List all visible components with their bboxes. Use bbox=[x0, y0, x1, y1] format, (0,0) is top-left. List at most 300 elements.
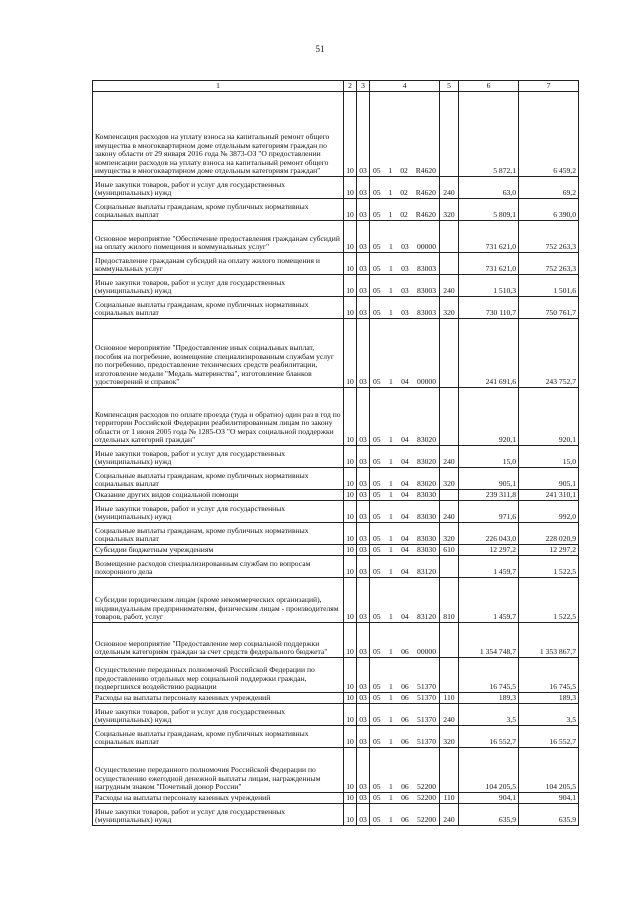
row-target-code bbox=[370, 92, 440, 177]
row-sum-col6: 63,0 bbox=[459, 177, 519, 199]
row-name: Основное мероприятие "Предоставление мер социальной поддержки отдельным категориям граждан за счет средств федерального бюджета" bbox=[93, 623, 344, 658]
row-sum-col7: 228 020,9 bbox=[519, 523, 579, 545]
table-row bbox=[93, 221, 579, 253]
row-subsection: 03 bbox=[357, 199, 370, 221]
table-row bbox=[93, 297, 579, 319]
row-expense-type bbox=[440, 748, 459, 793]
table-row bbox=[93, 501, 579, 523]
row-expense-type: 320 bbox=[440, 297, 459, 319]
row-sum-col7: 16 745,5 bbox=[519, 658, 579, 693]
row-target-code bbox=[370, 199, 440, 221]
row-subsection: 03 bbox=[357, 177, 370, 199]
row-expense-type: 320 bbox=[440, 523, 459, 545]
row-section: 10 bbox=[344, 92, 357, 177]
row-name: Иные закупки товаров, работ и услуг для государственных (муниципальных) нужд bbox=[93, 177, 344, 199]
row-sum-col6: 971,6 bbox=[459, 501, 519, 523]
target-code-part: 1 bbox=[388, 545, 393, 555]
row-expense-type bbox=[440, 92, 459, 177]
row-section: 10 bbox=[344, 658, 357, 693]
target-code-part: 02 bbox=[400, 210, 408, 220]
target-code-parts bbox=[372, 458, 437, 467]
row-expense-type: 240 bbox=[440, 804, 459, 826]
row-sum-col7: 1 522,5 bbox=[519, 578, 579, 623]
target-code-part: 00000 bbox=[417, 242, 436, 252]
target-code-part: 00000 bbox=[417, 377, 436, 387]
target-code-part: 05 bbox=[373, 188, 381, 198]
target-code-parts bbox=[372, 694, 437, 703]
row-subsection: 03 bbox=[357, 319, 370, 388]
target-code-parts bbox=[372, 794, 437, 803]
row-subsection: 03 bbox=[357, 726, 370, 748]
target-code-part: 06 bbox=[401, 793, 409, 803]
row-name: Компенсация расходов на уплату взноса на капитальный ремонт общего имущества в многоквартирном доме отдельным категориям граждан по закону области от 29 января 2016 года № 3873-ОЗ "О предоставлении компенсации расходов на уплату взноса на капитальный ремонт общего имущества в многоквартирном доме отдельным категориям граждан" bbox=[93, 92, 344, 177]
target-code-part: 83120 bbox=[417, 612, 436, 622]
target-code-part: 05 bbox=[373, 545, 381, 555]
target-code-parts bbox=[372, 491, 437, 500]
target-code-part: 05 bbox=[373, 693, 381, 703]
target-code-part: 05 bbox=[373, 286, 381, 296]
target-code-part: 05 bbox=[373, 567, 381, 577]
row-target-code bbox=[370, 297, 440, 319]
target-code-parts bbox=[372, 243, 437, 252]
row-section: 10 bbox=[344, 501, 357, 523]
row-sum-col7: 6 390,0 bbox=[519, 199, 579, 221]
row-target-code bbox=[370, 319, 440, 388]
target-code-part: 1 bbox=[388, 737, 393, 747]
row-sum-col6: 5 809,1 bbox=[459, 199, 519, 221]
target-code-part: 51370 bbox=[417, 682, 436, 692]
row-expense-type: 240 bbox=[440, 446, 459, 468]
table-row bbox=[93, 199, 579, 221]
row-sum-col7: 12 297,2 bbox=[519, 545, 579, 556]
target-code-parts bbox=[372, 648, 437, 657]
target-code-part: 83030 bbox=[417, 512, 436, 522]
target-code-part: 05 bbox=[373, 815, 381, 825]
target-code-part: 05 bbox=[373, 612, 381, 622]
target-code-part: 05 bbox=[373, 264, 381, 274]
target-code-part: 04 bbox=[401, 457, 409, 467]
row-name: Осуществление переданных полномочий Российской Федерации по предоставлению отдельных мер социальной поддержки граждан, подвергшихся воздействию радиации bbox=[93, 658, 344, 693]
row-section: 10 bbox=[344, 221, 357, 253]
row-target-code bbox=[370, 748, 440, 793]
row-target-code bbox=[370, 275, 440, 297]
row-sum-col6: 104 205,5 bbox=[459, 748, 519, 793]
target-code-part: 05 bbox=[373, 682, 381, 692]
target-code-parts bbox=[372, 613, 437, 622]
target-code-part: 05 bbox=[373, 715, 381, 725]
row-subsection: 03 bbox=[357, 388, 370, 446]
table-row bbox=[93, 275, 579, 297]
target-code-part: 1 bbox=[388, 242, 393, 252]
target-code-parts bbox=[372, 211, 437, 220]
target-code-part: 05 bbox=[373, 377, 381, 387]
row-section: 10 bbox=[344, 275, 357, 297]
target-code-part: 05 bbox=[373, 435, 381, 445]
row-section: 10 bbox=[344, 804, 357, 826]
row-section: 10 bbox=[344, 578, 357, 623]
row-expense-type: 240 bbox=[440, 704, 459, 726]
row-target-code bbox=[370, 253, 440, 275]
row-subsection: 03 bbox=[357, 523, 370, 545]
row-sum-col7: 6 459,2 bbox=[519, 92, 579, 177]
target-code-part: 05 bbox=[373, 308, 381, 318]
row-sum-col7: 992,0 bbox=[519, 501, 579, 523]
row-section: 10 bbox=[344, 704, 357, 726]
target-code-part: 1 bbox=[388, 647, 393, 657]
target-code-part: 04 bbox=[401, 612, 409, 622]
table-row bbox=[93, 468, 579, 490]
target-code-part: 02 bbox=[400, 166, 408, 176]
row-section: 10 bbox=[344, 490, 357, 501]
row-expense-type: 320 bbox=[440, 468, 459, 490]
target-code-part: 1 bbox=[388, 815, 393, 825]
row-expense-type: 320 bbox=[440, 199, 459, 221]
row-target-code bbox=[370, 446, 440, 468]
table-row bbox=[93, 658, 579, 693]
row-sum-col6: 1 354 748,7 bbox=[459, 623, 519, 658]
row-section: 10 bbox=[344, 388, 357, 446]
row-subsection: 03 bbox=[357, 468, 370, 490]
target-code-parts bbox=[372, 436, 437, 445]
row-sum-col7: 189,3 bbox=[519, 693, 579, 704]
target-code-part: 04 bbox=[401, 512, 409, 522]
target-code-part: 1 bbox=[388, 782, 393, 792]
table-row bbox=[93, 704, 579, 726]
target-code-part: 06 bbox=[401, 782, 409, 792]
target-code-parts bbox=[372, 535, 437, 544]
row-expense-type: 240 bbox=[440, 275, 459, 297]
row-sum-col6: 3,5 bbox=[459, 704, 519, 726]
row-section: 10 bbox=[344, 748, 357, 793]
row-subsection: 03 bbox=[357, 804, 370, 826]
target-code-part: 05 bbox=[373, 490, 381, 500]
row-target-code bbox=[370, 221, 440, 253]
page-number: 51 bbox=[315, 44, 325, 54]
row-name: Компенсация расходов по оплате проезда (туда и обратно) один раз в год по территории Российской Федерации реабилитированным лицам по закону области от 1 июня 2005 года № 1285-ОЗ "О мерах социальной поддержки отдельных категорий граждан" bbox=[93, 388, 344, 446]
row-expense-type bbox=[440, 221, 459, 253]
row-target-code bbox=[370, 804, 440, 826]
row-target-code bbox=[370, 468, 440, 490]
target-code-part: 04 bbox=[401, 435, 409, 445]
header-col-6: 6 bbox=[459, 81, 519, 92]
target-code-part: 1 bbox=[388, 793, 393, 803]
target-code-parts bbox=[372, 783, 437, 792]
row-name: Осуществление переданного полномочия Российской Федерации по осуществлению ежегодной денежной выплаты лицам, награжденным нагрудным знаком "Почетный донор России" bbox=[93, 748, 344, 793]
row-target-code bbox=[370, 658, 440, 693]
target-code-part: 06 bbox=[401, 693, 409, 703]
row-expense-type bbox=[440, 658, 459, 693]
row-expense-type: 810 bbox=[440, 578, 459, 623]
row-expense-type bbox=[440, 490, 459, 501]
target-code-parts bbox=[372, 816, 437, 825]
row-sum-col6: 16 745,5 bbox=[459, 658, 519, 693]
row-target-code bbox=[370, 693, 440, 704]
row-subsection: 03 bbox=[357, 253, 370, 275]
header-col-2: 2 bbox=[344, 81, 357, 92]
header-col-3: 3 bbox=[357, 81, 370, 92]
target-code-part: 83020 bbox=[417, 479, 436, 489]
target-code-parts bbox=[372, 716, 437, 725]
row-subsection: 03 bbox=[357, 748, 370, 793]
header-col-5: 5 bbox=[440, 81, 459, 92]
row-target-code bbox=[370, 388, 440, 446]
row-sum-col7: 752 263,3 bbox=[519, 253, 579, 275]
row-target-code bbox=[370, 177, 440, 199]
row-target-code bbox=[370, 623, 440, 658]
target-code-part: 03 bbox=[401, 264, 409, 274]
target-code-part: 05 bbox=[373, 793, 381, 803]
row-subsection: 03 bbox=[357, 658, 370, 693]
row-subsection: 03 bbox=[357, 793, 370, 804]
target-code-part: 02 bbox=[400, 188, 408, 198]
row-section: 10 bbox=[344, 253, 357, 275]
row-sum-col6: 1 459,7 bbox=[459, 556, 519, 578]
target-code-part: 1 bbox=[388, 715, 393, 725]
target-code-part: 1 bbox=[388, 377, 393, 387]
row-expense-type: 110 bbox=[440, 693, 459, 704]
row-name: Расходы на выплаты персоналу казенных учреждений bbox=[93, 793, 344, 804]
target-code-part: 05 bbox=[373, 737, 381, 747]
row-sum-col7: 752 263,3 bbox=[519, 221, 579, 253]
target-code-parts bbox=[372, 683, 437, 692]
row-sum-col6: 1 510,3 bbox=[459, 275, 519, 297]
row-subsection: 03 bbox=[357, 490, 370, 501]
row-subsection: 03 bbox=[357, 275, 370, 297]
table-row bbox=[93, 545, 579, 556]
target-code-part: 03 bbox=[401, 308, 409, 318]
table-row bbox=[93, 693, 579, 704]
row-expense-type: 610 bbox=[440, 545, 459, 556]
target-code-part: 1 bbox=[388, 534, 393, 544]
row-expense-type: 110 bbox=[440, 793, 459, 804]
table-row bbox=[93, 523, 579, 545]
target-code-part: 05 bbox=[373, 166, 381, 176]
target-code-parts bbox=[372, 265, 437, 274]
row-section: 10 bbox=[344, 623, 357, 658]
row-name: Социальные выплаты гражданам, кроме публичных нормативных социальных выплат bbox=[93, 468, 344, 490]
target-code-parts bbox=[372, 738, 437, 747]
row-sum-col7: 241 310,1 bbox=[519, 490, 579, 501]
row-sum-col6: 12 297,2 bbox=[459, 545, 519, 556]
target-code-part: 51370 bbox=[417, 715, 436, 725]
row-sum-col7: 905,1 bbox=[519, 468, 579, 490]
row-sum-col6: 15,0 bbox=[459, 446, 519, 468]
target-code-part: 04 bbox=[401, 545, 409, 555]
target-code-part: 06 bbox=[401, 815, 409, 825]
target-code-part: 05 bbox=[373, 479, 381, 489]
row-name: Иные закупки товаров, работ и услуг для государственных (муниципальных) нужд bbox=[93, 704, 344, 726]
table-row bbox=[93, 556, 579, 578]
target-code-part: 04 bbox=[401, 479, 409, 489]
target-code-part: 52200 bbox=[417, 793, 436, 803]
row-expense-type bbox=[440, 319, 459, 388]
target-code-parts bbox=[372, 309, 437, 318]
row-subsection: 03 bbox=[357, 556, 370, 578]
target-code-part: 83120 bbox=[417, 567, 436, 577]
target-code-part: 05 bbox=[373, 512, 381, 522]
target-code-part: 83030 bbox=[417, 534, 436, 544]
table-row bbox=[93, 92, 579, 177]
target-code-part: 1 bbox=[388, 457, 393, 467]
target-code-part: 06 bbox=[401, 682, 409, 692]
target-code-part: 04 bbox=[401, 567, 409, 577]
target-code-part: 1 bbox=[388, 693, 393, 703]
row-target-code bbox=[370, 556, 440, 578]
target-code-part: 83003 bbox=[417, 264, 436, 274]
header-col-7: 7 bbox=[519, 81, 579, 92]
table-row bbox=[93, 388, 579, 446]
target-code-part: 51370 bbox=[417, 737, 436, 747]
row-name: Иные закупки товаров, работ и услуг для государственных (муниципальных) нужд bbox=[93, 804, 344, 826]
row-name: Основное мероприятие "Обеспечение предоставления гражданам субсидий на оплату жилого помещения и коммунальных услуг" bbox=[93, 221, 344, 253]
target-code-part: 83020 bbox=[417, 457, 436, 467]
row-sum-col7: 16 552,7 bbox=[519, 726, 579, 748]
row-subsection: 03 bbox=[357, 297, 370, 319]
row-name: Иные закупки товаров, работ и услуг для государственных (муниципальных) нужд bbox=[93, 275, 344, 297]
row-section: 10 bbox=[344, 446, 357, 468]
target-code-part: 00000 bbox=[417, 647, 436, 657]
row-subsection: 03 bbox=[357, 92, 370, 177]
target-code-part: 1 bbox=[388, 166, 393, 176]
table-row bbox=[93, 490, 579, 501]
header-col-1: 1 bbox=[93, 81, 344, 92]
row-name: Расходы на выплаты персоналу казенных учреждений bbox=[93, 693, 344, 704]
target-code-part: 05 bbox=[373, 457, 381, 467]
table-row bbox=[93, 623, 579, 658]
table-row bbox=[93, 253, 579, 275]
row-section: 10 bbox=[344, 297, 357, 319]
target-code-part: 06 bbox=[401, 715, 409, 725]
target-code-part: 1 bbox=[388, 512, 393, 522]
row-section: 10 bbox=[344, 545, 357, 556]
row-sum-col7: 104 205,5 bbox=[519, 748, 579, 793]
row-subsection: 03 bbox=[357, 693, 370, 704]
table-body bbox=[93, 92, 579, 826]
target-code-parts bbox=[372, 480, 437, 489]
table-row bbox=[93, 446, 579, 468]
row-subsection: 03 bbox=[357, 446, 370, 468]
table-row bbox=[93, 726, 579, 748]
row-subsection: 03 bbox=[357, 545, 370, 556]
row-sum-col6: 1 459,7 bbox=[459, 578, 519, 623]
target-code-part: 05 bbox=[373, 534, 381, 544]
row-sum-col6: 16 552,7 bbox=[459, 726, 519, 748]
row-name: Иные закупки товаров, работ и услуг для государственных (муниципальных) нужд bbox=[93, 446, 344, 468]
row-sum-col7: 920,1 bbox=[519, 388, 579, 446]
target-code-part: 03 bbox=[401, 242, 409, 252]
row-name: Социальные выплаты гражданам, кроме публичных нормативных социальных выплат bbox=[93, 523, 344, 545]
target-code-part: 83030 bbox=[417, 490, 436, 500]
row-target-code bbox=[370, 726, 440, 748]
table-row bbox=[93, 177, 579, 199]
row-sum-col7: 1 501,6 bbox=[519, 275, 579, 297]
row-expense-type: 320 bbox=[440, 726, 459, 748]
row-sum-col6: 731 621,0 bbox=[459, 221, 519, 253]
target-code-parts bbox=[372, 568, 437, 577]
row-section: 10 bbox=[344, 523, 357, 545]
target-code-part: 83003 bbox=[417, 308, 436, 318]
row-section: 10 bbox=[344, 793, 357, 804]
table-header-row bbox=[93, 81, 579, 92]
target-code-part: 06 bbox=[401, 647, 409, 657]
target-code-part: 1 bbox=[388, 567, 393, 577]
target-code-part: R4620 bbox=[415, 166, 436, 176]
row-subsection: 03 bbox=[357, 623, 370, 658]
target-code-part: 51370 bbox=[417, 693, 436, 703]
target-code-part: 1 bbox=[388, 286, 393, 296]
row-expense-type: 240 bbox=[440, 501, 459, 523]
row-sum-col7: 69,2 bbox=[519, 177, 579, 199]
target-code-part: 1 bbox=[388, 479, 393, 489]
target-code-part: 05 bbox=[373, 647, 381, 657]
row-sum-col6: 241 691,6 bbox=[459, 319, 519, 388]
target-code-part: 1 bbox=[388, 308, 393, 318]
target-code-part: R4620 bbox=[415, 210, 436, 220]
target-code-part: 1 bbox=[388, 682, 393, 692]
row-section: 10 bbox=[344, 319, 357, 388]
row-sum-col6: 226 043,0 bbox=[459, 523, 519, 545]
row-name: Социальные выплаты гражданам, кроме публичных нормативных социальных выплат bbox=[93, 297, 344, 319]
target-code-part: 1 bbox=[388, 612, 393, 622]
target-code-part: R4620 bbox=[415, 188, 436, 198]
target-code-part: 52200 bbox=[417, 782, 436, 792]
row-section: 10 bbox=[344, 693, 357, 704]
row-name: Субсидии юридическим лицам (кроме некоммерческих организаций), индивидуальным предпринимателям, физическим лицам - производителям товаров, работ, услуг bbox=[93, 578, 344, 623]
target-code-part: 05 bbox=[373, 210, 381, 220]
row-sum-col6: 731 621,0 bbox=[459, 253, 519, 275]
target-code-part: 52200 bbox=[417, 815, 436, 825]
row-section: 10 bbox=[344, 199, 357, 221]
row-expense-type: 240 bbox=[440, 177, 459, 199]
row-sum-col7: 3,5 bbox=[519, 704, 579, 726]
row-sum-col6: 920,1 bbox=[459, 388, 519, 446]
target-code-parts bbox=[372, 378, 437, 387]
row-sum-col7: 904,1 bbox=[519, 793, 579, 804]
row-section: 10 bbox=[344, 556, 357, 578]
row-expense-type bbox=[440, 623, 459, 658]
row-section: 10 bbox=[344, 177, 357, 199]
row-target-code bbox=[370, 578, 440, 623]
row-expense-type bbox=[440, 556, 459, 578]
table-row bbox=[93, 804, 579, 826]
target-code-part: 03 bbox=[401, 286, 409, 296]
row-sum-col7: 1 522,5 bbox=[519, 556, 579, 578]
target-code-part: 1 bbox=[388, 264, 393, 274]
row-sum-col6: 730 110,7 bbox=[459, 297, 519, 319]
row-sum-col7: 635,9 bbox=[519, 804, 579, 826]
row-sum-col6: 239 311,8 bbox=[459, 490, 519, 501]
row-expense-type bbox=[440, 388, 459, 446]
target-code-part: 1 bbox=[388, 188, 393, 198]
row-name: Предоставление гражданам субсидий на оплату жилого помещения и коммунальных услуг bbox=[93, 253, 344, 275]
target-code-part: 06 bbox=[401, 737, 409, 747]
row-target-code bbox=[370, 501, 440, 523]
target-code-part: 1 bbox=[388, 210, 393, 220]
row-target-code bbox=[370, 793, 440, 804]
row-subsection: 03 bbox=[357, 221, 370, 253]
header-col-4: 4 bbox=[370, 81, 440, 92]
row-target-code bbox=[370, 523, 440, 545]
row-name: Субсидии бюджетным учреждениям bbox=[93, 545, 344, 556]
row-subsection: 03 bbox=[357, 704, 370, 726]
target-code-part: 83003 bbox=[417, 286, 436, 296]
row-sum-col7: 750 761,7 bbox=[519, 297, 579, 319]
target-code-part: 05 bbox=[373, 782, 381, 792]
target-code-parts bbox=[372, 189, 437, 198]
row-sum-col7: 243 752,7 bbox=[519, 319, 579, 388]
row-name: Социальные выплаты гражданам, кроме публичных нормативных социальных выплат bbox=[93, 199, 344, 221]
row-name: Основное мероприятие "Предоставление иных социальных выплат, пособия на погребение, возмещение специализированным службам услуг по погребению, предоставление технических средств реабилитации, изготовление медали "Медаль материнства", изготовление бланков удостоверений и справок" bbox=[93, 319, 344, 388]
